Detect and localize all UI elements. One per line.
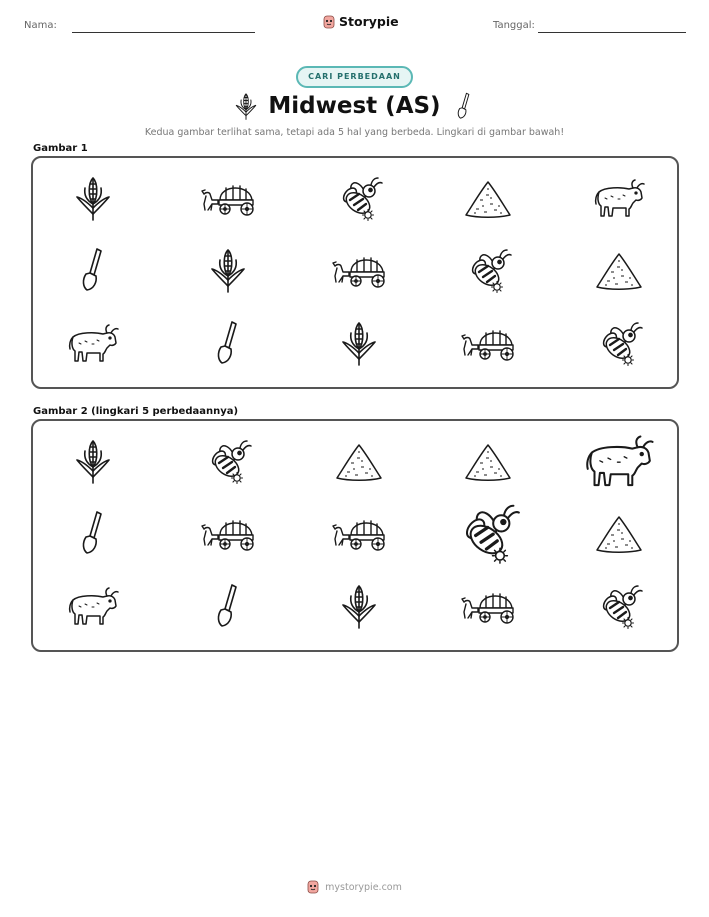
page-title: Midwest (AS) bbox=[268, 93, 441, 119]
date-label: Tanggal: bbox=[493, 20, 535, 31]
hill-icon[interactable] bbox=[591, 242, 647, 298]
ox-icon[interactable] bbox=[65, 315, 121, 371]
picture-2-panel bbox=[31, 419, 679, 652]
ox-icon[interactable] bbox=[591, 170, 647, 226]
wagon-icon[interactable] bbox=[460, 578, 516, 634]
mascot-icon bbox=[307, 880, 319, 894]
corn-icon[interactable] bbox=[331, 315, 387, 371]
shovel-icon[interactable] bbox=[200, 315, 256, 371]
shovel-icon[interactable] bbox=[65, 505, 121, 561]
shovel-icon bbox=[447, 89, 481, 123]
picture-1-label: Gambar 1 bbox=[33, 143, 88, 154]
bee-icon[interactable] bbox=[591, 578, 647, 634]
bee-icon[interactable] bbox=[450, 495, 526, 571]
bee-icon[interactable] bbox=[591, 315, 647, 371]
instructions: Kedua gambar terlihat sama, tetapi ada 5 hal yang berbeda. Lingkari di gambar bawah! bbox=[144, 127, 565, 138]
hill-icon[interactable] bbox=[331, 433, 387, 489]
brand-logo bbox=[323, 14, 399, 29]
corn-icon[interactable] bbox=[200, 242, 256, 298]
wagon-icon[interactable] bbox=[460, 315, 516, 371]
name-label: Nama: bbox=[24, 20, 57, 31]
shovel-icon[interactable] bbox=[200, 578, 256, 634]
corn-icon[interactable] bbox=[331, 578, 387, 634]
picture-2-label: Gambar 2 (lingkari 5 perbedaannya) bbox=[33, 406, 239, 417]
mascot-icon bbox=[323, 15, 335, 29]
corn-icon[interactable] bbox=[65, 433, 121, 489]
hill-icon[interactable] bbox=[460, 433, 516, 489]
ox-icon[interactable] bbox=[65, 578, 121, 634]
bee-icon[interactable] bbox=[460, 242, 516, 298]
footer-url[interactable]: mystorypie.com bbox=[325, 881, 402, 893]
bee-icon[interactable] bbox=[200, 433, 256, 489]
footer bbox=[0, 880, 709, 894]
hill-icon[interactable] bbox=[460, 170, 516, 226]
brand-name: Storypie bbox=[339, 14, 399, 29]
wagon-icon[interactable] bbox=[200, 505, 256, 561]
date-write-line[interactable] bbox=[538, 32, 686, 33]
name-write-line[interactable] bbox=[72, 32, 255, 33]
shovel-icon[interactable] bbox=[65, 242, 121, 298]
corn-icon[interactable] bbox=[65, 170, 121, 226]
activity-badge: CARI PERBEDAAN bbox=[296, 66, 413, 88]
wagon-icon[interactable] bbox=[331, 505, 387, 561]
ox-icon[interactable] bbox=[581, 423, 657, 499]
wagon-icon[interactable] bbox=[200, 170, 256, 226]
picture-1-panel bbox=[31, 156, 679, 389]
bee-icon[interactable] bbox=[331, 170, 387, 226]
wagon-icon[interactable] bbox=[331, 242, 387, 298]
hill-icon[interactable] bbox=[591, 505, 647, 561]
